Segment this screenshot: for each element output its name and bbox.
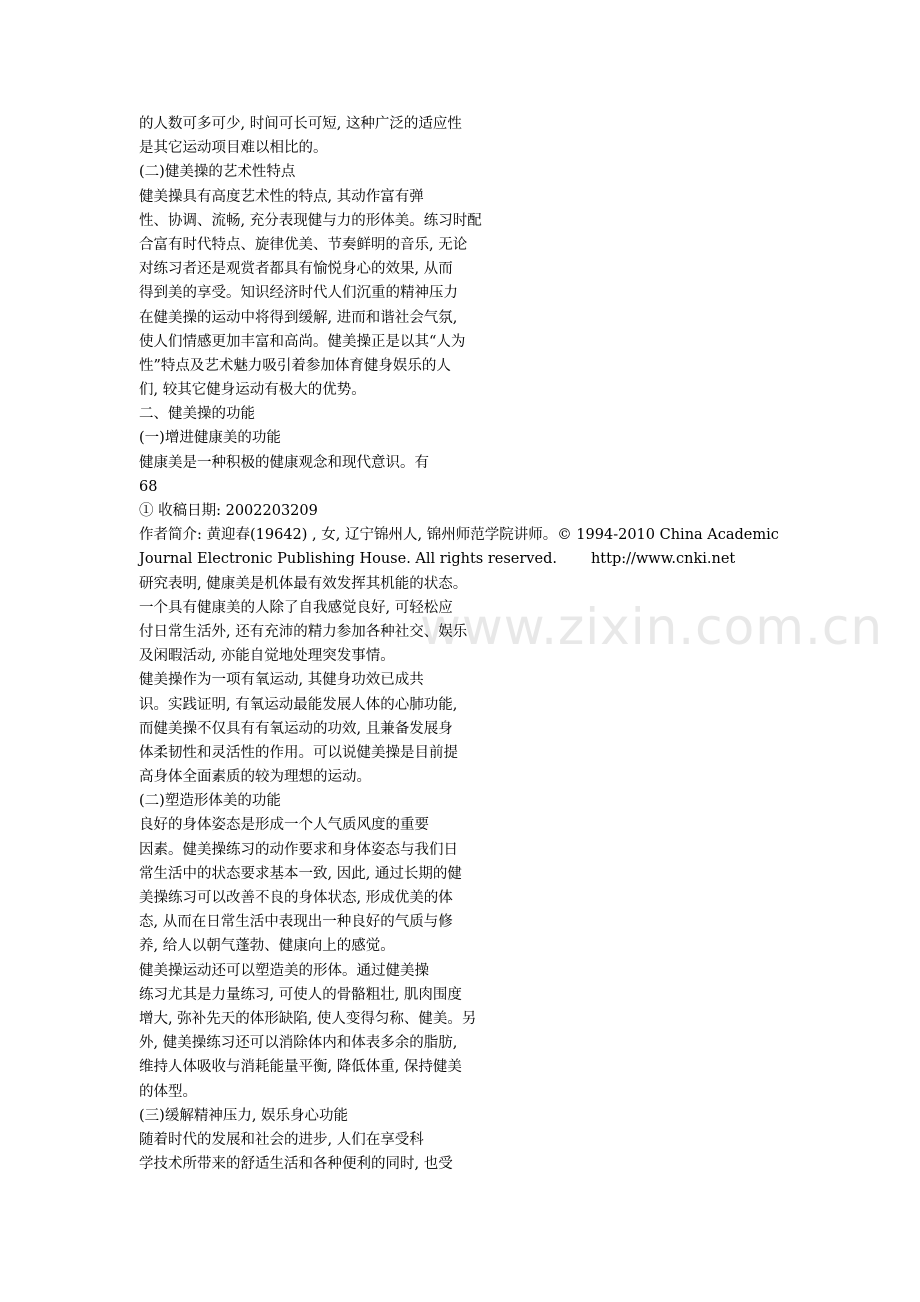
section-heading: (三)缓解精神压力, 娱乐身心功能 [139, 1107, 349, 1124]
copyright-line [139, 547, 899, 571]
document-page [139, 112, 899, 1176]
text-line: 的人数可多可少, 时间可长可短, 这种广泛的适应性 [139, 116, 462, 132]
text-line: 性”特点及艺术魅力吸引着参加体育健身娱乐的人 [139, 357, 451, 374]
footnote-author-info: 作者简介: 黄迎春(19642) , 女, 辽宁锦州人, 锦州师范学院讲师。© 1994-2010 China Academic [139, 527, 779, 544]
text-line: 的体型。 [139, 1083, 197, 1100]
text-line: 体柔韧性和灵活性的作用。可以说健美操是目前提 [139, 744, 458, 761]
text-line: 对练习者还是观赏者都具有愉悦身心的效果, 从而 [139, 261, 453, 278]
section-heading: (二)健美操的艺术性特点 [139, 164, 296, 181]
text-line: 外, 健美操练习还可以消除体内和体表多余的脂肪, [139, 1035, 458, 1052]
text-line: 健美操具有高度艺术性的特点, 其动作富有弹 [139, 188, 424, 205]
text-line: 态, 从而在日常生活中表现出一种良好的气质与修 [139, 914, 453, 931]
source-link[interactable]: http://www.cnki.net [590, 551, 736, 568]
text-line: 是其它运动项目难以相比的。 [139, 140, 328, 157]
text-line: 识。实践证明, 有氧运动最能发展人体的心肺功能, [139, 696, 458, 713]
text-line: 高身体全面素质的较为理想的运动。 [139, 769, 371, 786]
text-line: 因素。健美操练习的动作要求和身体姿态与我们日 [139, 841, 458, 858]
text-line: 在健美操的运动中将得到缓解, 进而和谐社会气氛, [139, 309, 458, 326]
text-line: 一个具有健康美的人除了自我感觉良好, 可轻松应 [139, 599, 453, 616]
text-line: 维持人体吸收与消耗能量平衡, 降低体重, 保持健美 [139, 1059, 462, 1076]
text-line: 们, 较其它健身运动有极大的优势。 [139, 382, 366, 399]
copyright-text: Journal Electronic Publishing House. All rights reserved. [139, 551, 557, 568]
watermark: www.zixin.com.cn [420, 598, 884, 656]
text-line: 增大, 弥补先天的体形缺陷, 使人变得匀称、健美。另 [139, 1010, 477, 1027]
text-line: 性、协调、流畅, 充分表现健与力的形体美。练习时配 [139, 212, 482, 229]
text-line: 使人们情感更加丰富和高尚。健美操正是以其“人为 [139, 333, 466, 350]
text-line: 而健美操不仅具有有氧运动的功效, 且兼备发展身 [139, 720, 453, 737]
text-line: 美操练习可以改善不良的身体状态, 形成优美的体 [139, 890, 453, 906]
text-line: 养, 给人以朝气蓬勃、健康向上的感觉。 [139, 938, 395, 955]
section-heading: (一)增进健康美的功能 [139, 430, 281, 447]
text-line: 随着时代的发展和社会的进步, 人们在享受科 [139, 1131, 424, 1148]
text-line: 常生活中的状态要求基本一致, 因此, 通过长期的健 [139, 865, 462, 882]
text-line: 研究表明, 健康美是机体最有效发挥其机能的状态。 [139, 575, 468, 592]
text-line: 付日常生活外, 还有充沛的精力参加各种社交、娱乐 [139, 623, 468, 640]
text-line: 得到美的享受。知识经济时代人们沉重的精神压力 [139, 285, 458, 302]
text-line: 练习尤其是力量练习, 可使人的骨骼粗壮, 肌肉围度 [139, 986, 462, 1003]
text-line: 良好的身体姿态是形成一个人气质风度的重要 [139, 817, 429, 834]
text-line: 及闲暇活动, 亦能自觉地处理突发事情。 [139, 648, 395, 665]
text-line: 合富有时代特点、旋律优美、节奏鲜明的音乐, 无论 [139, 236, 468, 253]
text-line: 学技术所带来的舒适生活和各种便利的同时, 也受 [139, 1156, 453, 1173]
footnote-received-date: ① 收稿日期: 2002203209 [139, 503, 318, 519]
section-heading: 二、健美操的功能 [139, 406, 255, 423]
text-line: 健美操作为一项有氧运动, 其健身功效已成共 [139, 672, 424, 689]
section-heading: (二)塑造形体美的功能 [139, 793, 281, 810]
text-line: 健美操运动还可以塑造美的形体。通过健美操 [139, 962, 429, 979]
page-number: 68 [139, 478, 158, 495]
text-line: 健康美是一种积极的健康观念和现代意识。有 [139, 454, 429, 471]
